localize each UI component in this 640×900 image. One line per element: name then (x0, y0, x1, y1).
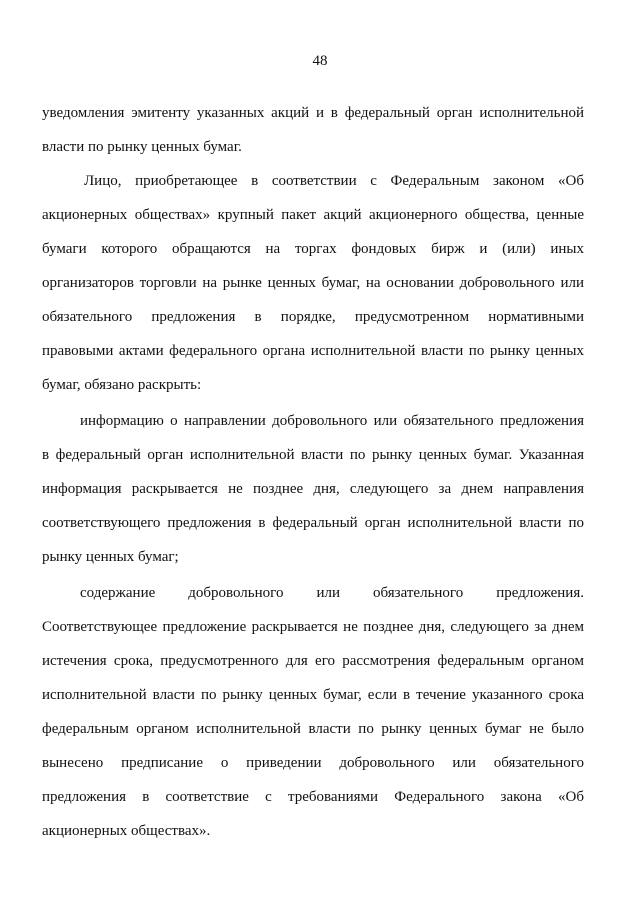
text-line: содержание добровольного или обязательного предложения. (80, 585, 584, 601)
text-line: рынку ценных бумаг; (42, 549, 179, 565)
text-line: бумаг, обязано раскрыть: (42, 377, 202, 393)
text-line: правовыми актами федерального органа исполнительной власти по рынку ценных (42, 343, 584, 359)
text-line: бумаги которого обращаются на торгах фондовых бирж и (или) иных (42, 241, 584, 257)
page-number: 48 (312, 53, 328, 69)
text-line: предложения в соответствие с требованиями Федерального закона «Об (42, 789, 584, 805)
text-line: организаторов торговли на рынке ценных бумаг, на основании добровольного или (42, 275, 584, 291)
text-line: власти по рынку ценных бумаг. (42, 139, 242, 155)
text-line: соответствующего предложения в федеральный орган исполнительной власти по (42, 515, 584, 531)
paragraph-continuation (42, 96, 584, 164)
text-line: обязательного предложения в порядке, предусмотренном нормативными (42, 309, 584, 325)
text-line: Лицо, приобретающее в соответствии с Федеральным законом «Об (84, 173, 584, 189)
paragraph-acquirer-obligation (42, 164, 584, 402)
text-line: акционерных обществах». (42, 823, 211, 839)
text-line: федеральным органом исполнительной власти по рынку ценных бумаг не было (42, 721, 584, 737)
text-line: информация раскрывается не позднее дня, следующего за днем направления (42, 481, 584, 497)
text-line: информацию о направлении добровольного или обязательного предложения (80, 413, 584, 429)
text-line: исполнительной власти по рынку ценных бумаг, если в течение указанного срока (42, 687, 584, 703)
text-line: акционерных обществах» крупный пакет акций акционерного общества, ценные (42, 207, 584, 223)
text-line: вынесено предписание о приведении добровольного или обязательного (42, 755, 584, 771)
text-line: Соответствующее предложение раскрывается не позднее дня, следующего за днем (42, 619, 584, 635)
text-line: истечения срока, предусмотренного для его рассмотрения федеральным органом (42, 653, 584, 669)
text-line: уведомления эмитенту указанных акций и в федеральный орган исполнительной (42, 105, 584, 121)
paragraph-offer-content (42, 576, 584, 848)
text-line: в федеральный орган исполнительной власти по рынку ценных бумаг. Указанная (42, 447, 584, 463)
paragraph-information-direction (42, 404, 584, 574)
